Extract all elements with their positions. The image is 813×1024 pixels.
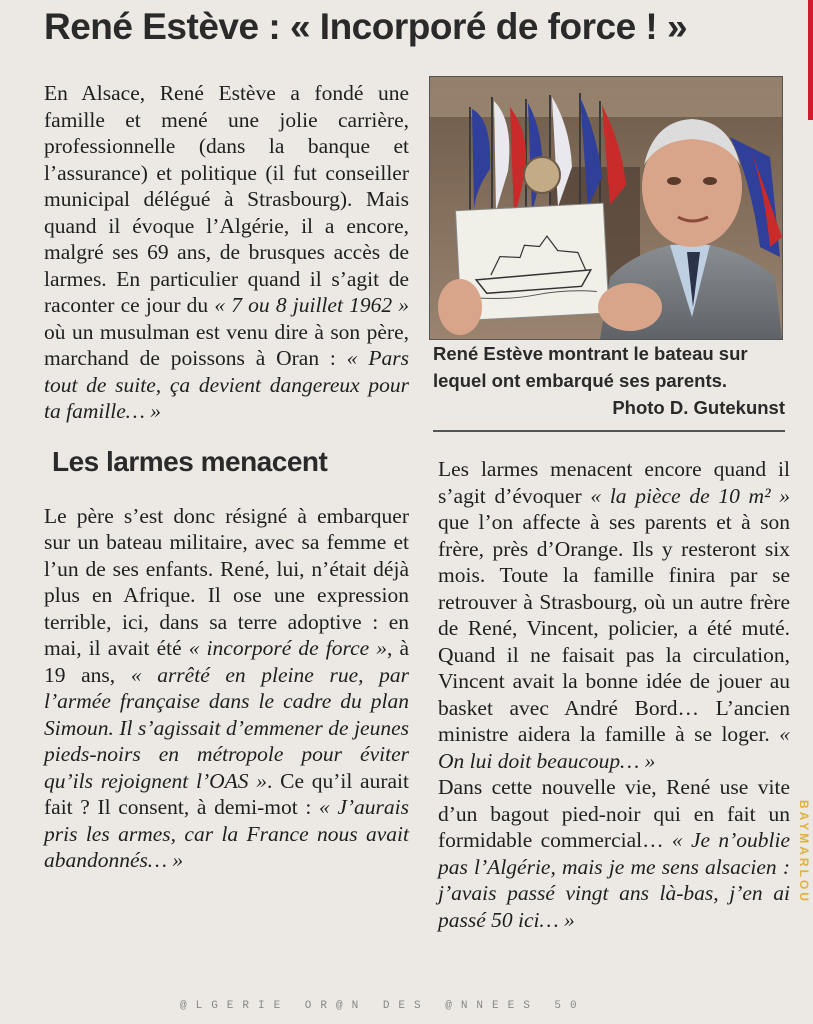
bottom-watermark: @LGERIE OR@N DES @NNEES 50 bbox=[180, 1000, 586, 1012]
body-text: Dans cette nouvelle vie, René use vite d’un bagout pied-noir qui en fait un formidable commercial… bbox=[438, 775, 790, 852]
subheading: Les larmes menacent bbox=[52, 445, 328, 477]
quote-text: « la pièce de 10 m² » bbox=[590, 483, 791, 508]
quote-text: « arrêté en pleine rue, par l’armée française dans le cadre du plan Simoun. Il s’agissait d’emmener de jeunes pieds-noirs en métropole pour éviter qu’ils rejoignent l’OAS » bbox=[44, 662, 409, 793]
intro-paragraph bbox=[44, 80, 409, 425]
section-paragraph bbox=[44, 503, 409, 874]
quote-text: « 7 ou 8 juillet 1962 » bbox=[214, 293, 410, 317]
left-column bbox=[44, 80, 409, 874]
quote-text: « J’aurais pris les armes, car la France nous avait abandonnés… » bbox=[44, 795, 409, 872]
quote-text: « Je n’oublie pas l’Algérie, mais je me sens alsacien : j’avais passé vingt ans là-bas, j’en ai passé 50 ici… » bbox=[438, 828, 790, 932]
quote-text: « On lui doit beaucoup… » bbox=[438, 722, 790, 773]
photo-caption bbox=[433, 340, 785, 421]
caption-divider bbox=[433, 430, 785, 432]
caption-text: René Estève montrant le bateau sur lequel ont embarqué ses parents. bbox=[433, 343, 748, 391]
body-text: où un musulman est venu dire à son père, marchand de poissons à Oran : bbox=[44, 319, 409, 370]
body-text: que l’on affecte à ses parents et à son frère, près d’Orange. Ils y resteront six mois. Toute la famille finira par se retrouver à Strasbourg, où un autre frère de René, Vincent, policier, a été muté. Quand il ne faisait pas la circulation, Vincent avait la bonne idée de jouer au basket avec André Bord… L’ancien ministre aidera la famille à se loger. bbox=[438, 510, 790, 746]
right-column bbox=[438, 456, 790, 933]
body-text: Les larmes menacent encore quand il s’agit d’évoquer bbox=[438, 457, 790, 508]
article-photo bbox=[429, 76, 783, 340]
body-text: En Alsace, René Estève a fondé une famille et mené une jolie carrière, professionnelle (dans la banque et l’assurance) et politique (il fut conseiller municipal délégué à Strasbourg). Mais quand il évoque l’Algérie, il a encore, malgré ses 69 ans, de brusques accès de larmes. En particulier quand il s’agit de raconter ce jour du bbox=[44, 81, 409, 317]
body-text: , à 19 ans, bbox=[44, 636, 409, 687]
photo-credit: Photo D. Gutekunst bbox=[612, 397, 785, 418]
body-text: Le père s’est donc résigné à embarquer sur un bateau militaire, avec sa femme et l’un de ses enfants. René, lui, n’était déjà plus en Afrique. Il ose une expression terrible, ici, dans sa terre adoptive : en mai, il avait été bbox=[44, 503, 409, 660]
quote-text: « incorporé de force » bbox=[188, 636, 387, 660]
right-paragraph-2 bbox=[438, 774, 790, 933]
right-paragraph bbox=[438, 456, 790, 774]
page-edge-rule bbox=[808, 0, 813, 120]
photo-illustration bbox=[430, 77, 782, 339]
quote-text: « Pars tout de suite, ça devient dangereux pour ta famille… » bbox=[44, 346, 410, 423]
body-text: . Ce qu’il aurait fait ? Il consent, à demi-mot : bbox=[44, 768, 409, 819]
article-headline: René Estève : « Incorporé de force ! » bbox=[44, 6, 688, 47]
side-watermark: BAYMARLOU bbox=[797, 800, 811, 904]
